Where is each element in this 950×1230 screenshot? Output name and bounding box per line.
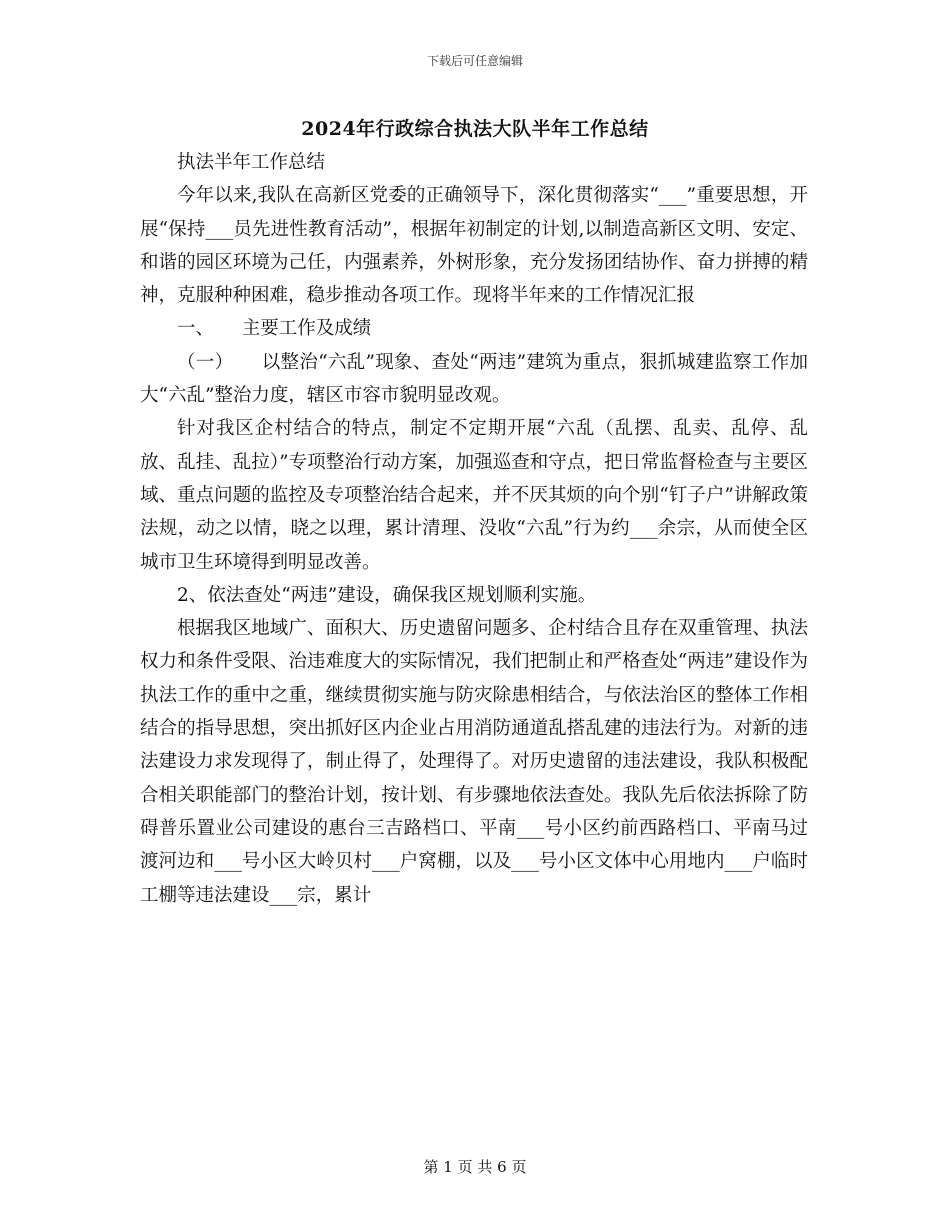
paragraph: 根据我区地域广、面积大、历史遗留问题多、企村结合且存在双重管理、执法权力和条件受限、治违难度大的实际情况，我们把制止和严格查处“两违”建设作为执法工作的重中之重，继续贯彻实施与防灾除患相结合，与依法治区的整体工作相结合的指导思想，突出抓好区内企业占用消防通道乱搭乱建的违法行为。对新的违法建设力求发现得了，制止得了，处理得了。对历史遗留的违法建设，我队积极配合相关职能部门的整治计划，按计划、有步骤地依法查处。我队先后依法拆除了防碍普乐置业公司建设的惠台三吉路档口、平南___号小区约前西路档口、平南马过渡河边和___号小区大岭贝村___户窝棚，以及___号小区文体中心用地内___户临时工棚等违法建设___宗，累计: [140, 618, 808, 906]
section-heading: 一、 主要工作及成绩: [177, 318, 372, 340]
paragraph: 执法半年工作总结: [177, 152, 326, 173]
paragraph: 针对我区企村结合的特点，制定不定期开展“六乱（乱摆、乱卖、乱停、乱放、乱挂、乱拉）”专项整治行动方案，加强巡查和守点，把日常监督检查与主要区域、重点问题的监控及专项整治结合起来，并不厌其烦的向个别“钉子户”讲解政策法规，动之以情，晓之以理，累计清理、没收“六乱”行为约___余宗，从而使全区城市卫生环境得到明显改善。: [140, 418, 808, 573]
subsection-heading: 2、依法查处“两违”建设，确保我区规划顺利实施。: [177, 584, 597, 606]
header-note: 下载后可任意编辑: [426, 54, 523, 68]
document-body: [140, 146, 808, 912]
subsection-heading: （一） 以整治“六乱”现象、查处“两违”建筑为重点，狠抓城建监察工作加大“六乱”整治力度，辖区市容市貌明显改观。: [140, 351, 808, 407]
page-number: 第 1 页 共 6 页: [423, 1158, 527, 1176]
paragraph: 今年以来,我队在高新区党委的正确领导下，深化贯彻落实“___”重要思想，开展“保持___员先进性教育活动”，根据年初制定的计划,以制造高新区文明、安定、和谐的园区环境为己任，内强素养，外树形象，充分发扬团结协作、奋力拼搏的精神，克服种种困难，稳步推动各项工作。现将半年来的工作情况汇报: [140, 185, 808, 307]
document-title: 2024年行政综合执法大队半年工作总结: [301, 118, 649, 140]
